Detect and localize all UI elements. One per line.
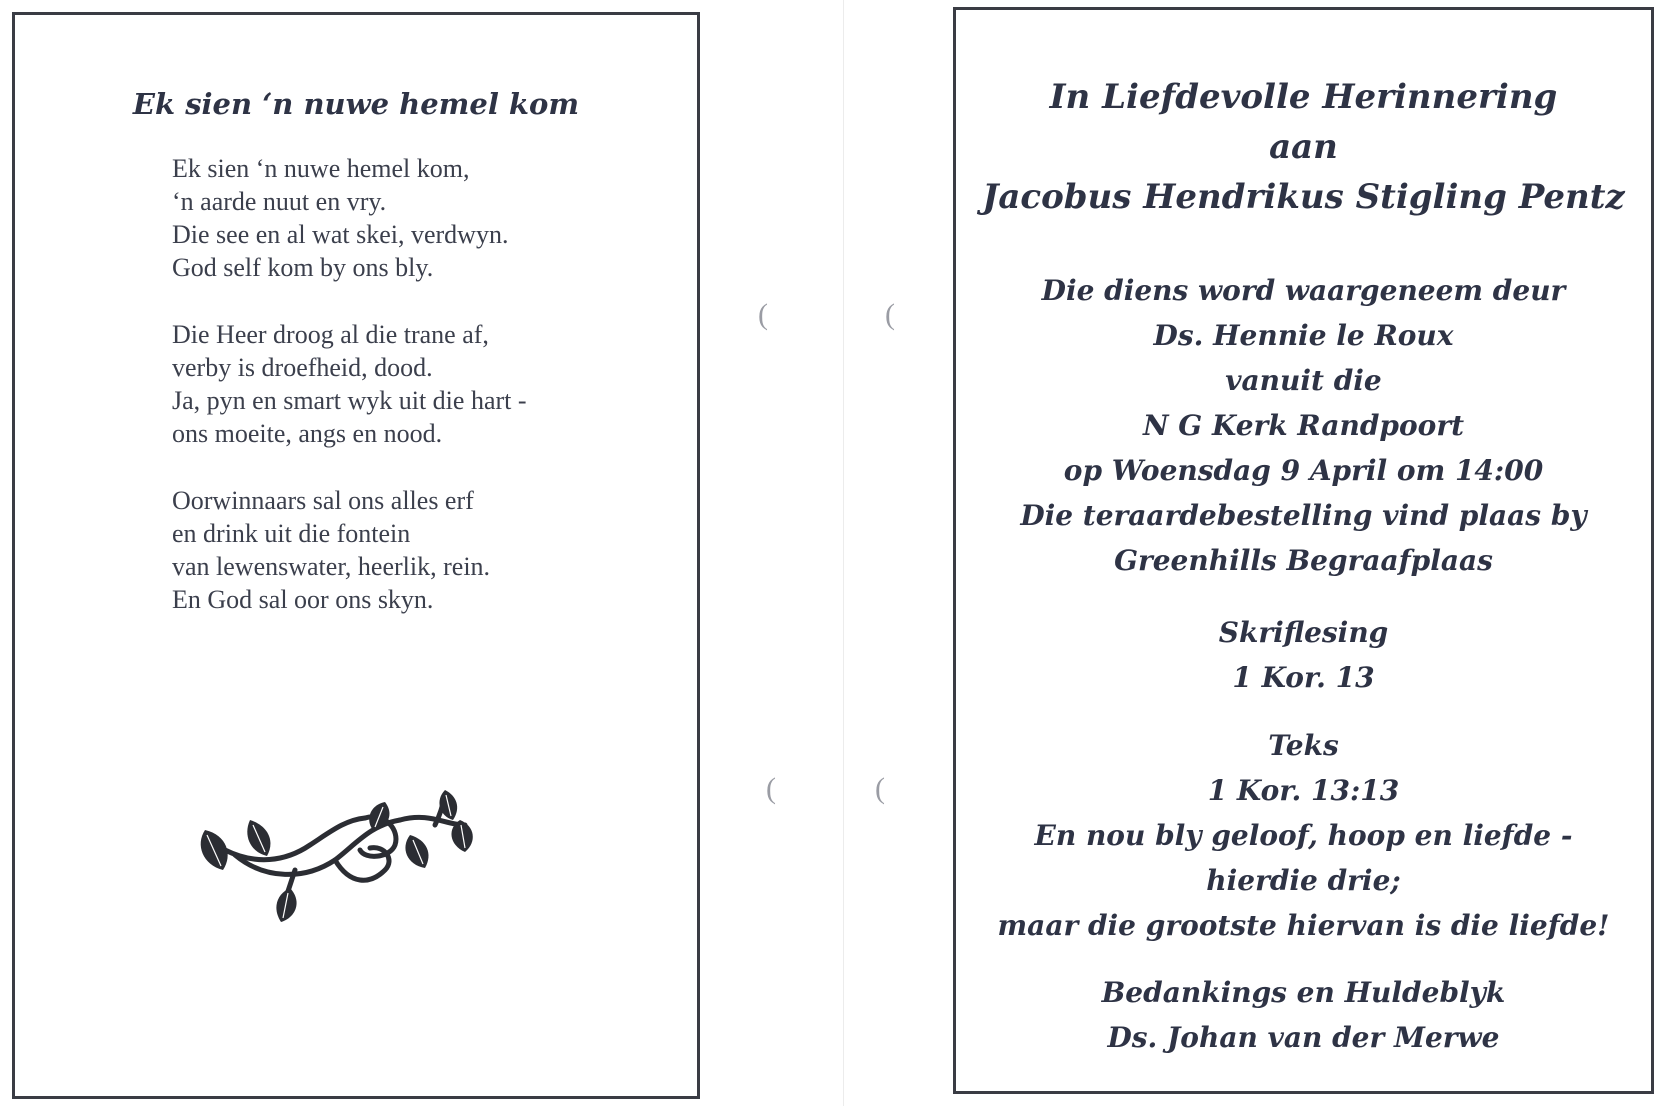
heading-line: aan bbox=[1269, 127, 1338, 167]
thanks-section bbox=[956, 970, 1651, 1060]
reading-reference: 1 Kor. 13 bbox=[1232, 661, 1375, 694]
verse-line: En nou bly geloof, hoop en liefde - bbox=[1034, 819, 1573, 852]
service-line: Die teraardebestelling vind plaas by bbox=[1020, 499, 1587, 532]
fold-mark-left-upper: ( bbox=[758, 298, 768, 331]
poem-stanza-1 bbox=[172, 152, 508, 284]
poem-line: Ek sien ‘n nuwe hemel kom, bbox=[172, 154, 470, 183]
fold-mark-right-upper: ( bbox=[885, 298, 895, 331]
church-name: N G Kerk Randpoort bbox=[1142, 409, 1465, 442]
right-page-panel bbox=[953, 7, 1654, 1094]
memorial-heading bbox=[956, 72, 1651, 222]
poem-stanza-2 bbox=[172, 318, 527, 450]
fold-mark-left-lower: ( bbox=[766, 772, 776, 805]
poem-line: Ja, pyn en smart wyk uit die hart - bbox=[172, 386, 527, 415]
poem-line: En God sal oor ons skyn. bbox=[172, 585, 434, 614]
poem-line: Die see en al wat skei, verdwyn. bbox=[172, 220, 509, 249]
poem-title: Ek sien ‘n nuwe hemel kom bbox=[132, 87, 580, 121]
verse-line: hierdie drie; bbox=[1206, 864, 1401, 897]
cemetery-name: Greenhills Begraafplaas bbox=[1114, 544, 1493, 577]
service-details bbox=[956, 268, 1651, 583]
poem-line: ‘n aarde nuut en vry. bbox=[172, 187, 387, 216]
deceased-name: Jacobus Hendrikus Stigling Pentz bbox=[982, 177, 1625, 217]
center-fold-line bbox=[843, 0, 844, 1106]
sermon-text bbox=[956, 723, 1651, 948]
left-page-panel bbox=[12, 12, 700, 1099]
vine-ornament-icon bbox=[195, 790, 515, 930]
poem-line: God self kom by ons bly. bbox=[172, 253, 434, 282]
text-reference: 1 Kor. 13:13 bbox=[1207, 774, 1400, 807]
poem-line: ons moeite, angs en nood. bbox=[172, 419, 443, 448]
thanks-speaker: Ds. Johan van der Merwe bbox=[1107, 1021, 1500, 1054]
poem-stanza-3 bbox=[172, 484, 490, 616]
verse-line: maar die grootste hiervan is die liefde! bbox=[997, 909, 1610, 942]
text-label: Teks bbox=[1268, 729, 1339, 762]
poem-line: van lewenswater, heerlik, rein. bbox=[172, 552, 491, 581]
thanks-label: Bedankings en Huldeblyk bbox=[1101, 976, 1506, 1009]
heading-line: In Liefdevolle Herinnering bbox=[1049, 77, 1558, 117]
service-line: Die diens word waargeneem deur bbox=[1041, 274, 1566, 307]
poem-line: en drink uit die fontein bbox=[172, 519, 411, 548]
reading-label: Skriflesing bbox=[1218, 616, 1389, 649]
fold-mark-right-lower: ( bbox=[875, 772, 885, 805]
poem-line: Die Heer droog al die trane af, bbox=[172, 320, 489, 349]
officiant-name: Ds. Hennie le Roux bbox=[1153, 319, 1454, 352]
service-date: op Woensdag 9 April om 14:00 bbox=[1063, 454, 1544, 487]
poem-line: Oorwinnaars sal ons alles erf bbox=[172, 486, 474, 515]
poem-line: verby is droefheid, dood. bbox=[172, 353, 433, 382]
service-line: vanuit die bbox=[1225, 364, 1382, 397]
scripture-reading bbox=[956, 610, 1651, 700]
